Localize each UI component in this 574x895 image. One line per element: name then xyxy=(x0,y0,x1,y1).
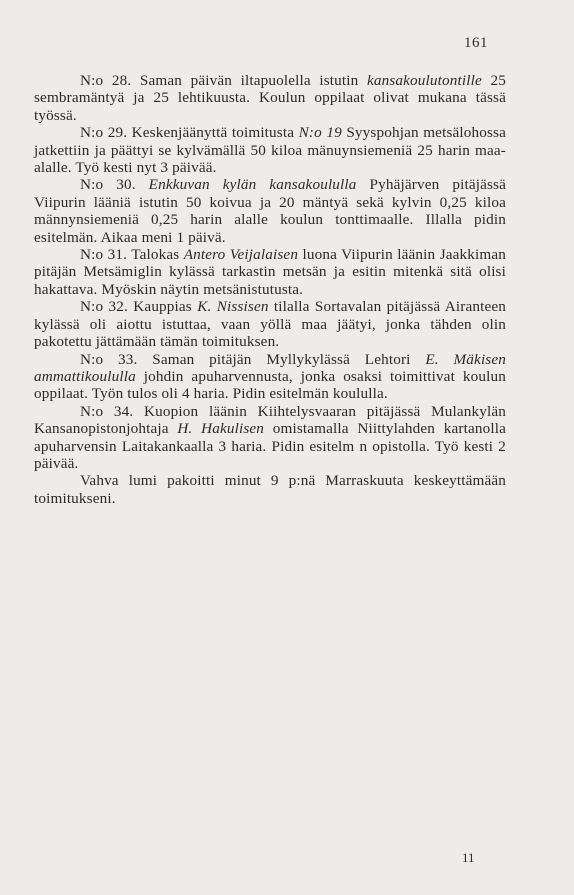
text-run: N:o 31. Talokas xyxy=(80,246,184,264)
text-run: johdin apuharvennusta, jonka osaksi toimittivat koulun oppilaat. Työn tulos oli 4 haria. Pidin esitelmän koululla. xyxy=(34,367,506,403)
paragraph-p30 xyxy=(34,176,506,246)
italic-name: H. Hakulisen xyxy=(177,420,265,438)
printer-signature: 11 xyxy=(462,850,475,865)
text-run: N:o 29. Keskenjäänyttä toimitusta xyxy=(80,124,299,142)
italic-name: Enkkuvan kylän kansakoululla xyxy=(148,176,357,194)
paragraph-p29 xyxy=(34,124,506,176)
paragraph-p35 xyxy=(34,472,506,507)
paragraph-p28 xyxy=(34,72,506,124)
text-run: omistamalla Niittylahden kartanolla apuharvensin Laitakankaalla 3 haria. Pidin esitelm n opistolla. Työ kesti 2 päivää. xyxy=(34,420,506,472)
italic-name: K. Nissisen xyxy=(197,298,269,316)
text-run: N:o 32. Kauppias xyxy=(80,298,198,316)
paragraph-p34 xyxy=(34,403,506,473)
paragraph-p31 xyxy=(34,246,506,298)
text-run: N:o 33. Saman pitäjän Myllykylässä Lehtori xyxy=(80,350,426,368)
text-run: N:o 34. Kuopion läänin Kiihtelysvaaran pitäjässä Mulankylän Kansanopistonjohtaja xyxy=(34,402,506,438)
text-run: Vahva lumi pakoitti minut 9 p:nä Marraskuuta keskeyttämään toimitukseni. xyxy=(34,472,506,507)
paragraph-p33 xyxy=(34,351,506,403)
paragraph-p32 xyxy=(34,298,506,350)
text-run: N:o 30. xyxy=(80,176,149,194)
italic-name: N:o 19 xyxy=(298,124,342,142)
text-run: 25 sembramäntyä ja 25 lehtikuusta. Koulun oppilaat olivat mukana tässä työssä. xyxy=(34,72,506,124)
body-text xyxy=(34,72,506,507)
italic-name: kansakoulutontille xyxy=(366,72,482,89)
text-run: Pyhäjärven pitäjässä Viipurin lääniä istutin 50 koivua ja 20 mäntyä sekä kylvin 0,25 kiloa männynsiemeniä 0,25 harin alalle koulun tonttimaalle. Illalla pidin esitelmän. Aikaa meni 1 päivä. xyxy=(34,176,507,246)
italic-name: Antero Veijalaisen xyxy=(183,246,299,264)
italic-name: E. Mäkisen ammattikoululla xyxy=(34,350,507,385)
page-number: 161 xyxy=(464,35,488,51)
text-run: tilalla Sortavalan pitäjässä Airanteen kylässä oli aiottu istuttaa, vaan yöllä maa jäätyi, jonka tähden olin pakotettu jättämään tämän toimituksen. xyxy=(34,298,506,351)
text-run: Syyspohjan metsälohossa jatkettiin ja päättyi se kylvämällä 50 kiloa mänuynsiemeniä 25 harin maa-alalle. Työ kesti nyt 3 päivää. xyxy=(34,124,507,177)
text-run: luona Viipurin läänin Jaakkiman pitäjän Metsämiglin kylässä tarkastin metsän ja esitin mitenkä sitä olisi hakattava. Myöskin näytin metsänistutusta. xyxy=(34,246,506,298)
text-run: N:o 28. Saman päivän iltapuolella istutin xyxy=(80,72,367,89)
